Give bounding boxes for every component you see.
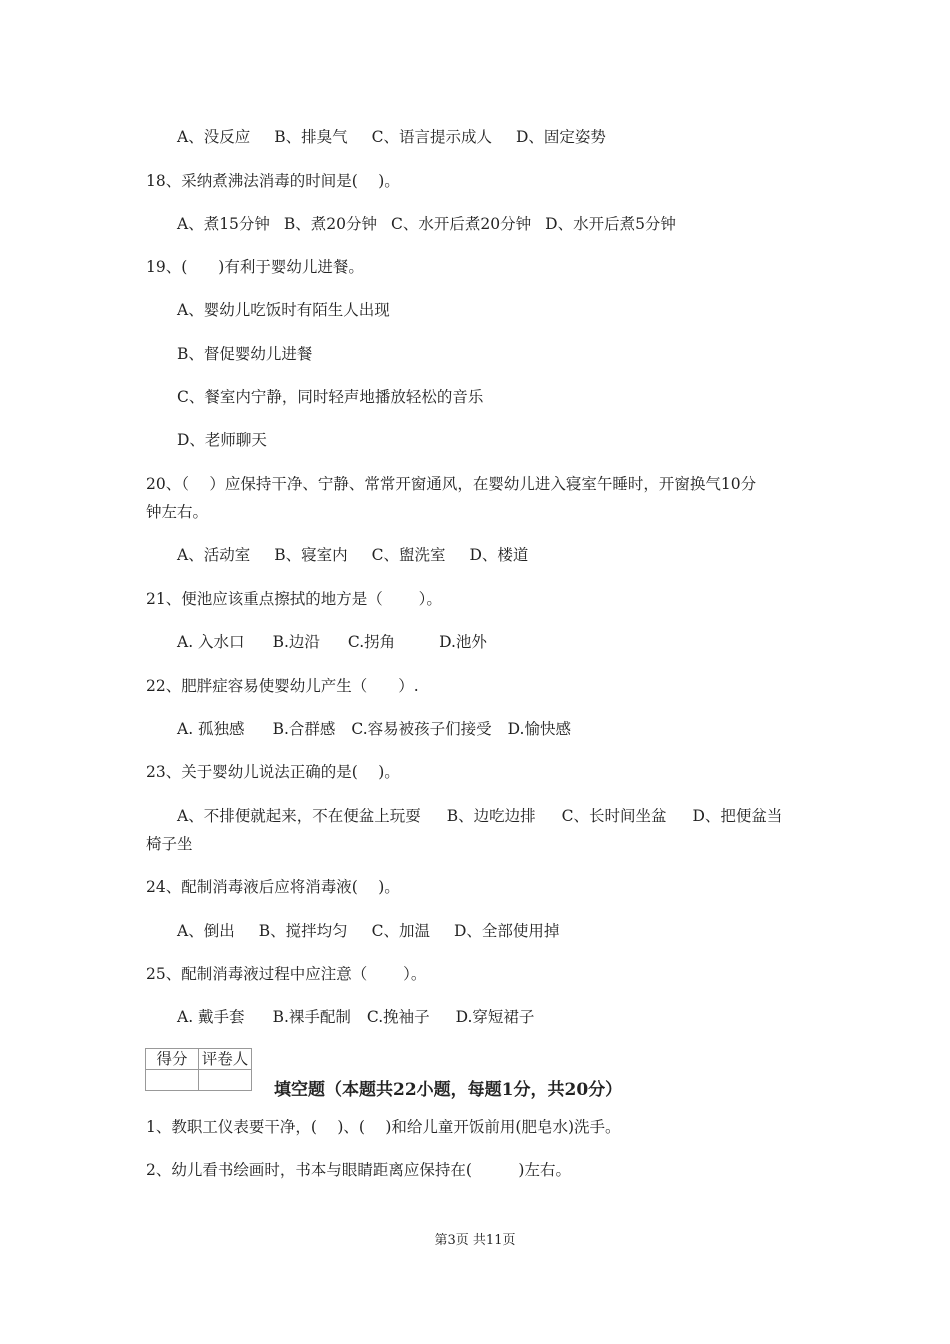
option-1: B.裸手配制 [272, 1008, 351, 1026]
option-3: D.穿短裙子 [455, 1008, 535, 1026]
option-0: A、倒出 [177, 922, 235, 940]
score-label: 得分 [146, 1049, 199, 1070]
option-3: D、楼道 [469, 546, 529, 564]
option-2: C.挽袖子 [366, 1008, 430, 1026]
q24: 24、配制消毒液后应将消毒液( )。 [146, 878, 400, 896]
q19-b: B、督促婴幼儿进餐 [177, 345, 313, 363]
option-0: A. 戴手套 [177, 1008, 245, 1026]
q20-options [177, 545, 528, 565]
fill-1: 1、教职工仪表要干净，( )、( )和给儿童开饭前用(肥皂水)洗手。 [146, 1118, 621, 1136]
option-3: D、全部使用掉 [453, 922, 560, 940]
option-0: A. 入水口 [177, 633, 245, 651]
score-table [145, 1048, 252, 1091]
score-cell [146, 1070, 199, 1091]
option-0: A、活动室 [177, 546, 251, 564]
q23-cont: 椅子坐 [146, 835, 193, 853]
q21-options [177, 632, 487, 652]
option-3: D.池外 [439, 633, 487, 651]
option-0: A、煮15分钟 [177, 215, 270, 233]
page-footer: 第3页 共11页 [434, 1233, 516, 1248]
q19-c: C、餐室内宁静，同时轻声地播放轻松的音乐 [177, 388, 484, 406]
option-2: C、长时间坐盆 [561, 807, 667, 825]
option-1: B、边吃边排 [446, 807, 536, 825]
option-1: B、煮20分钟 [283, 215, 378, 233]
option-2: C、盥洗室 [371, 546, 446, 564]
option-1: B.边沿 [272, 633, 320, 651]
option-2: C、加温 [371, 922, 430, 940]
option-2: C.拐角 [347, 633, 396, 651]
q20-cont: 钟左右。 [146, 503, 209, 521]
q19: 19、( )有利于婴幼儿进餐。 [146, 258, 364, 276]
q25: 25、配制消毒液过程中应注意（ ）。 [146, 965, 427, 983]
option-3: D、水开后煮5分钟 [545, 215, 676, 233]
q22-options [177, 719, 571, 739]
q20: 20、（ ）应保持干净、宁静、常常开窗通风，在婴幼儿进入寝室午睡时，开窗换气10分 [146, 475, 757, 493]
option-2: C、水开后煮20分钟 [391, 215, 532, 233]
option-1: B.合群感 [272, 720, 336, 738]
q23-options [177, 806, 782, 826]
q22: 22、肥胖症容易使婴幼儿产生（ ）. [146, 677, 419, 695]
option-0: A、不排便就起来，不在便盆上玩耍 [177, 807, 421, 825]
option-3: D、固定姿势 [515, 128, 606, 146]
q17-options [177, 127, 606, 147]
option-1: B、排臭气 [274, 128, 348, 146]
option-1: B、寝室内 [274, 546, 348, 564]
option-3: D、把便盆当 [692, 807, 783, 825]
option-0: A. 孤独感 [177, 720, 245, 738]
q25-options [177, 1007, 534, 1027]
option-3: D.愉快感 [507, 720, 571, 738]
section-title: 填空题（本题共22小题，每题1分，共20分） [274, 1080, 623, 1100]
fill-2: 2、幼儿看书绘画时，书本与眼睛距离应保持在( )左右。 [146, 1161, 571, 1179]
q23: 23、关于婴幼儿说法正确的是( )。 [146, 763, 400, 781]
q18-options [177, 214, 676, 234]
q19-d: D、老师聊天 [177, 431, 267, 449]
option-0: A、没反应 [177, 128, 251, 146]
option-2: C、语言提示成人 [371, 128, 492, 146]
q21: 21、便池应该重点擦拭的地方是（ ）。 [146, 590, 442, 608]
q19-a: A、婴幼儿吃饭时有陌生人出现 [177, 301, 390, 319]
option-1: B、搅拌均匀 [258, 922, 348, 940]
grader-cell [199, 1070, 252, 1091]
option-2: C.容易被孩子们接受 [351, 720, 492, 738]
q24-options [177, 921, 559, 941]
q18: 18、采纳煮沸法消毒的时间是( )。 [146, 172, 400, 190]
grader-label: 评卷人 [199, 1049, 252, 1070]
